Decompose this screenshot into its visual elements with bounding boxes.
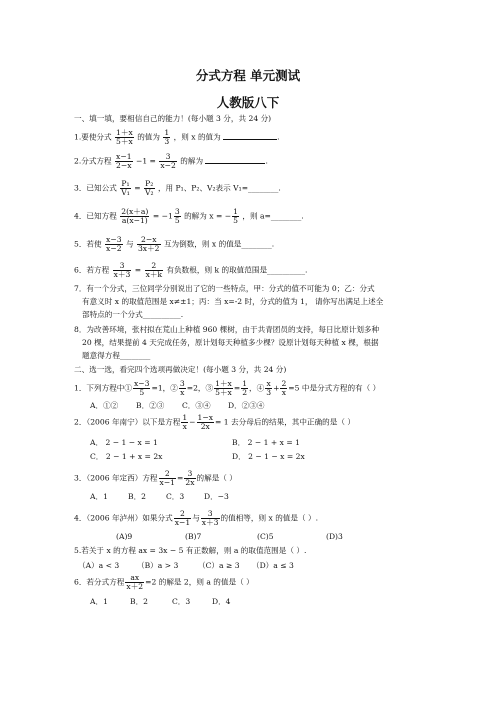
fraction: $\frac{3}{5}$: [174, 207, 180, 225]
question-8-line-2: 20 棵，结果提前 4 天完成任务，原计划每天种植多少棵？设原计划每天种植 x 棵，根据: [82, 338, 379, 347]
fraction: $\frac{2(x+a)}{a(x-1)}$: [121, 207, 149, 225]
answer-blank[interactable]: [205, 156, 265, 164]
option-c[interactable]: （C）a ≥ 3: [198, 561, 240, 570]
fraction: $\frac{1}{3}$: [164, 128, 170, 146]
option-d[interactable]: （D）a ≤ 3: [252, 561, 294, 570]
option-a[interactable]: A．1: [90, 492, 108, 501]
option-a[interactable]: A．①②: [90, 401, 119, 410]
question-7-line-2: 有意义时 x 的取值范围是 x≠±1；丙：当 x=-2 时，分式的值为 1， 请你写出满足上述全: [82, 297, 384, 306]
fraction: $\frac{3}{x-2}$: [160, 152, 176, 170]
fraction: $\frac{2}{x-1}$: [159, 469, 176, 487]
fraction: $\frac{3}{x+3}$: [113, 261, 131, 279]
question-5: 5．若使 $\frac{x-3}{x-2}$ 与 $\frac{2-x}{3x+2}$ 互为倒数，则 x 的值是________.: [74, 235, 275, 253]
option-c[interactable]: C．3: [172, 597, 191, 606]
document-subtitle: 人教版八下: [216, 95, 280, 110]
option-a[interactable]: A． 2 − 1 − x = 1: [90, 438, 158, 447]
question-8-line-1: 8．为改善环境，张村拟在荒山上种植 960 棵树，由于共青团员的支持，每日比原计划多种: [74, 325, 380, 334]
section-2-heading: 二、选一选，看完四个选项再做决定！(每小题 3 分，共 24 分): [74, 365, 287, 374]
question-3: 3．已知公式 $\frac{\text{P₁}}{\text{V₁}}$ = $\frac{\text{P₂}}{\text{V₂}}$ ，用 P₁、P₂、V₂表示 V₁=________.: [74, 179, 281, 197]
choice-question-5: 5.若关于 x 的方程 ax = 3x − 5 有正数解，则 a 的取值范围是（ ）.: [74, 546, 307, 555]
question-7-line-1: 7．有一个分式，三位同学分别说出了它的一些特点，甲：分式的值不可能为 0；乙：分式: [74, 284, 375, 293]
option-b[interactable]: B．2: [130, 597, 149, 606]
document-title: 分式方程 单元测试: [195, 68, 301, 83]
fraction: $\frac{\text{P₂}}{\text{V₂}}$: [144, 179, 154, 197]
choice-question-2: 2．（2006 年南宁）以下是方程 $\frac{1}{x}$ − $\frac{1-x}{2x}$ = 1 去分母后的结果，其中正确的是（ ）: [74, 413, 355, 431]
fraction: $\frac{1+x}{5+x}$: [116, 128, 133, 146]
section-1-heading: 一、填一填，要相信自己的能力！(每小题 3 分，共 24 分): [74, 114, 272, 123]
option-b[interactable]: B．②③: [136, 401, 165, 410]
option-a[interactable]: A．1: [90, 597, 108, 606]
fraction: $\frac{2}{x-1}$: [174, 509, 191, 527]
fraction: $\frac{1}{2}$: [242, 379, 248, 397]
option-d[interactable]: D．4: [212, 597, 231, 606]
option-c[interactable]: C．③④: [182, 401, 211, 410]
choice-question-4: 4．（2006 年泸州）如果分式 $\frac{2}{x-1}$ 与 $\frac{3}{x+3}$ 的值相等，则 x 的值是（ ）.: [74, 509, 318, 527]
option-c[interactable]: C．3: [166, 492, 185, 501]
fraction: $\frac{2}{x+k}$: [145, 261, 163, 279]
option-c[interactable]: (C)5: [257, 532, 274, 541]
option-b[interactable]: B．2: [128, 492, 147, 501]
choice-question-6: 6．若分式方程 $\frac{ax}{x+2}$ =2 的解是 2，则 a 的值是（ ）: [74, 573, 254, 591]
fraction: $\frac{x}{3}$: [266, 379, 272, 397]
question-7-line-3: 部特点的一个分式__________.: [82, 310, 184, 319]
question-1: 1.要使分式 $\frac{1+x}{5+x}$ 的值为 $\frac{1}{3}$ ，则 x 的值为 .: [74, 128, 280, 146]
option-b[interactable]: B． 2 − 1 + x = 1: [232, 438, 300, 447]
fraction: $\frac{x-3}{x-2}$: [106, 235, 122, 253]
fraction: $\frac{ax}{x+2}$: [126, 573, 144, 591]
fraction: $\frac{3}{x+3}$: [201, 509, 219, 527]
option-d[interactable]: D．−3: [204, 492, 229, 501]
option-b[interactable]: (B)7: [185, 532, 202, 541]
fraction: $\frac{3}{x}$: [179, 379, 185, 397]
question-2: 2.分式方程 $\frac{x-1}{2-x}$ −1 = $\frac{3}{x-2}$ 的解为 .: [74, 152, 268, 170]
fraction: $\frac{1}{5}$: [233, 207, 238, 225]
option-d[interactable]: (D)3: [326, 532, 343, 541]
option-b[interactable]: （B）a > 3: [137, 561, 179, 570]
option-d[interactable]: D．②③④: [228, 401, 265, 410]
choice-question-1: 1．下列方程中① $\frac{x-3}{5}$ =1，② $\frac{3}{x}$ =2，③ $\frac{1+x}{5+x}$ = $\frac{1}{2}$ ，④ $\frac{x}{3}$ + $\frac{2}{x}$ =5 中是分式方程的有（ ）: [74, 379, 381, 397]
option-a[interactable]: (A)9: [116, 532, 133, 541]
option-d[interactable]: D． 2 − 1 − x = 2x: [232, 452, 305, 461]
question-4: 4．已知方程 $\frac{2(x+a)}{a(x-1)}$ = −1 $\frac{3}{5}$ 的解为 x = − $\frac{1}{5}$ ，则 a=________.: [74, 207, 304, 225]
fraction: $\frac{2-x}{3x+2}$: [137, 235, 160, 253]
fraction: $\frac{2}{x}$: [281, 379, 287, 397]
option-a[interactable]: （A）a < 3: [78, 561, 120, 570]
question-8-line-3: 题意得方程________: [82, 351, 151, 360]
choice-question-3: 3．（2006 年定西）方程 $\frac{2}{x-1}$ = $\frac{3}{2x}$ 的解是（ ）: [74, 469, 237, 487]
fraction: $\frac{1}{x}$: [182, 413, 188, 431]
fraction: $\frac{1+x}{5+x}$: [215, 379, 232, 397]
fraction: $\frac{x-3}{5}$: [134, 379, 150, 397]
option-c[interactable]: C． 2 − 1 + x = 2x: [90, 452, 163, 461]
answer-blank[interactable]: [223, 132, 277, 140]
fraction: $\frac{\text{P₁}}{\text{V₁}}$: [121, 179, 130, 197]
fraction: $\frac{x-1}{2-x}$: [116, 152, 132, 170]
fraction: $\frac{3}{2x}$: [185, 469, 195, 487]
question-6: 6．若方程 $\frac{3}{x+3}$ = $\frac{2}{x+k}$ 有负数根，则 k 的取值范围是__________.: [74, 261, 308, 279]
fraction: $\frac{1-x}{2x}$: [197, 413, 214, 431]
